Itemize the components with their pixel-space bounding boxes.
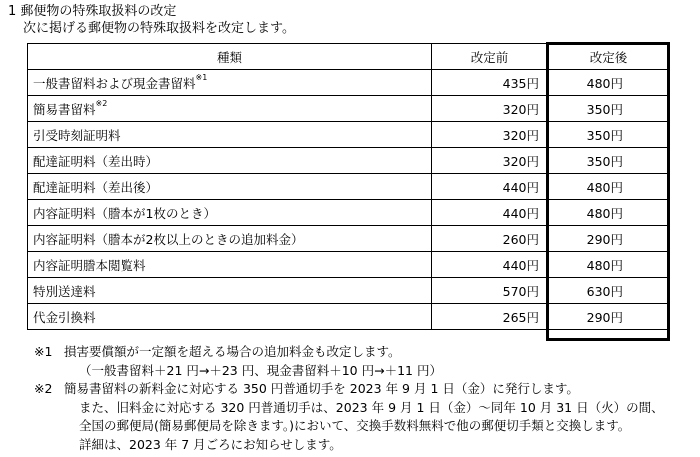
note-2-mark: ※2: [34, 381, 53, 397]
intro-text: 次に掲げる郵便物の特殊取扱料を改定します。: [23, 21, 295, 36]
row-before-price: 265円: [432, 304, 548, 330]
fee-table-body: [28, 70, 670, 330]
row-footnote-mark: ※1: [195, 72, 208, 82]
row-after-price: 480円: [548, 252, 670, 278]
row-after-price: 350円: [548, 148, 670, 174]
table-row: [28, 304, 670, 330]
row-kind-cell: [28, 96, 432, 122]
row-kind-cell: [28, 278, 432, 304]
row-kind-label: 一般書留料および現金書留料: [33, 75, 196, 91]
row-kind-label: 内容証明料（謄本が1枚のとき）: [33, 205, 216, 221]
row-before-price: 440円: [432, 200, 548, 226]
row-kind-cell: [28, 70, 432, 96]
table-row: [28, 148, 670, 174]
row-before-price: 320円: [432, 148, 548, 174]
row-after-price: 630円: [548, 278, 670, 304]
row-after-price: 350円: [548, 122, 670, 148]
row-kind-cell: [28, 148, 432, 174]
row-kind-label: 特別送達料: [33, 283, 96, 299]
row-before-price: 320円: [432, 96, 548, 122]
table-row: [28, 200, 670, 226]
row-after-price: 480円: [548, 174, 670, 200]
note-2: [34, 380, 664, 399]
note-2-line-4: 詳細は、2023 年 7 月ごろにお知らせします。: [79, 436, 342, 452]
table-row: [28, 278, 670, 304]
row-kind-cell: [28, 252, 432, 278]
table-row: [28, 122, 670, 148]
row-before-price: 435円: [432, 70, 548, 96]
note-1-mark: ※1: [34, 344, 53, 359]
section-heading: 1 郵便物の特殊取扱料の改定: [8, 4, 177, 19]
row-kind-label: 内容証明料（謄本が2枚以上のときの追加料金）: [33, 231, 304, 247]
note-2-line-2: また、旧料金に対応する 320 円普通切手は、2023 年 9 月 1 日（金）～同年 10 月 31 日（火）の間、: [79, 399, 664, 415]
row-before-price: 260円: [432, 226, 548, 252]
row-kind-label: 引受時刻証明料: [33, 127, 121, 143]
note-1-line-1: 損害要償額が一定額を超える場合の追加料金も改定します。: [64, 344, 401, 359]
row-after-price: 350円: [548, 96, 670, 122]
row-after-price: 290円: [548, 304, 670, 330]
row-kind-label: 配達証明料（差出時）: [33, 153, 159, 169]
header-before: 改定前: [432, 44, 548, 70]
row-kind-cell: [28, 122, 432, 148]
note-1: [34, 343, 664, 362]
row-kind-cell: [28, 226, 432, 252]
header-after: 改定後: [548, 44, 670, 70]
row-kind-label: 配達証明料（差出後）: [33, 179, 159, 195]
table-row: [28, 96, 670, 122]
row-before-price: 570円: [432, 278, 548, 304]
row-kind-label: 内容証明謄本閲覧料: [33, 257, 146, 273]
header-kind: 種類: [28, 44, 432, 70]
note-1-detail: （一般書留料＋21 円→＋23 円、現金書留料＋10 円→＋11 円）: [79, 362, 442, 378]
table-header-row: [28, 44, 670, 70]
row-kind-cell: [28, 200, 432, 226]
row-before-price: 320円: [432, 122, 548, 148]
table-row: [28, 70, 670, 96]
row-kind-cell: [28, 304, 432, 330]
row-after-price: 290円: [548, 226, 670, 252]
note-2-line-3: 全国の郵便局(簡易郵便局を除きます。)において、交換手数料無料で他の郵便切手類と交換します。: [79, 418, 631, 434]
row-after-price: 480円: [548, 200, 670, 226]
row-before-price: 440円: [432, 174, 548, 200]
row-before-price: 440円: [432, 252, 548, 278]
fee-table: [27, 43, 670, 330]
row-kind-label: 代金引換料: [33, 309, 96, 325]
row-kind-cell: [28, 174, 432, 200]
table-row: [28, 174, 670, 200]
notes: [34, 343, 664, 455]
note-2-line-1: 簡易書留料の新料金に対応する 350 円普通切手を 2023 年 9 月 1 日（金）に発行します。: [64, 381, 579, 397]
row-kind-label: 簡易書留料: [33, 101, 96, 117]
row-footnote-mark: ※2: [95, 98, 108, 108]
table-row: [28, 252, 670, 278]
table-row: [28, 226, 670, 252]
row-after-price: 480円: [548, 70, 670, 96]
